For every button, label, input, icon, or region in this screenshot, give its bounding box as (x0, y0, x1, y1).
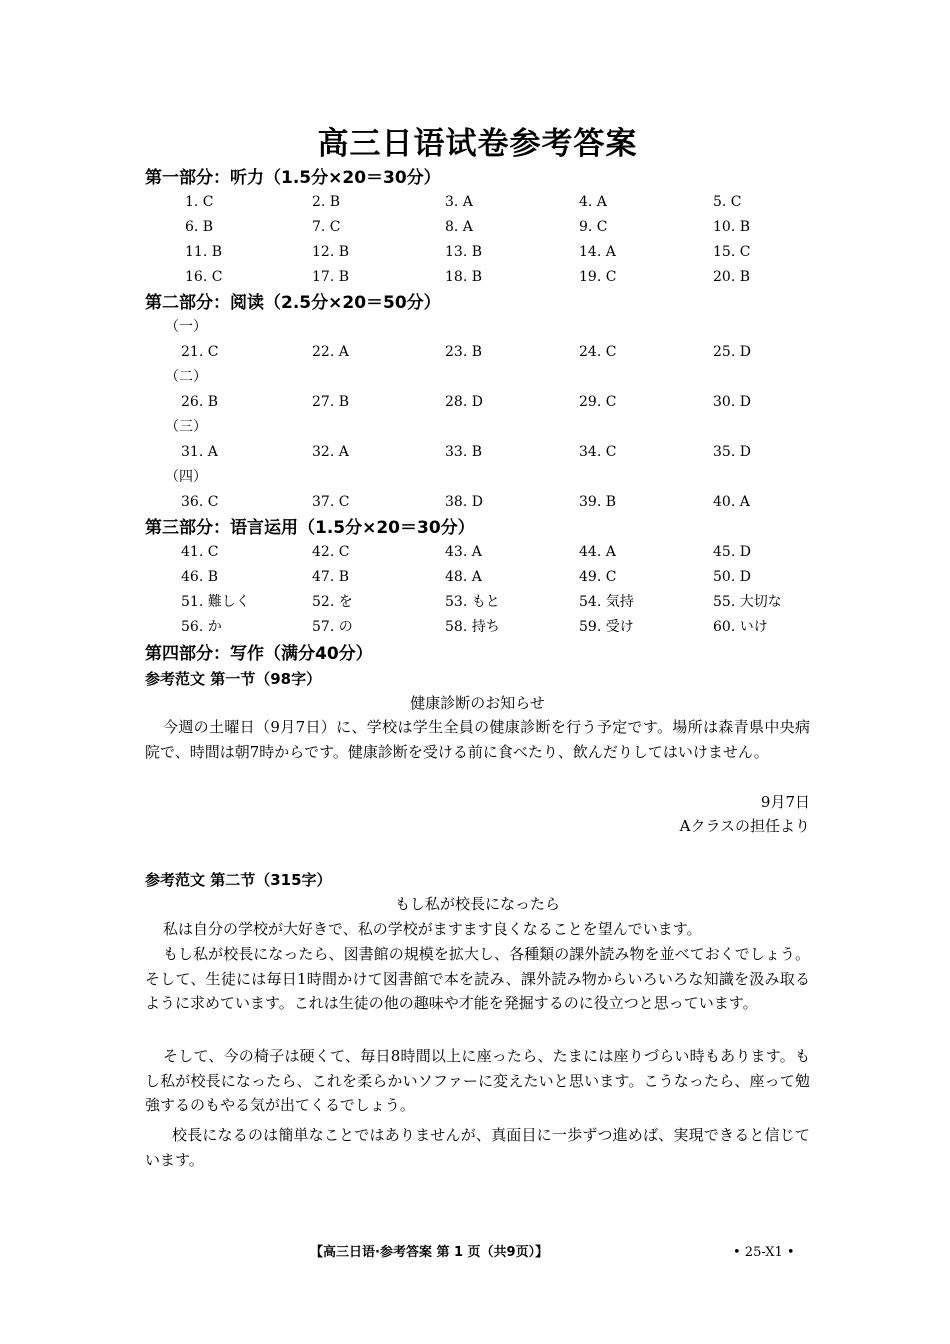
answer-item: 55. 大切な (713, 594, 782, 610)
answer-item: 59. 受け (579, 619, 634, 635)
answer-item: 54. 気持 (579, 594, 634, 610)
part1-heading: 第一部分：听力（1.5分×20＝30分） (145, 168, 441, 188)
page-title: 高三日语试卷参考答案 (317, 126, 638, 162)
answer-row (145, 340, 810, 365)
answer-item: 26. B (181, 394, 219, 410)
answer-item: 44. A (579, 544, 616, 560)
reading-group-label: （一） (165, 319, 207, 335)
answer-item: 12. B (312, 244, 350, 260)
answer-item: 15. C (713, 244, 751, 260)
answer-item: 49. C (579, 569, 617, 585)
answer-row (145, 240, 810, 265)
answer-item: 57. の (312, 619, 353, 635)
answer-item: 30. D (713, 394, 751, 410)
answer-row (145, 490, 810, 515)
answer-item: 9. C (579, 219, 608, 235)
answer-item: 52. を (312, 594, 353, 610)
answer-row (145, 540, 810, 565)
answer-item: 22. A (312, 344, 349, 360)
answer-item: 40. A (713, 494, 750, 510)
answer-item: 46. B (181, 569, 219, 585)
answer-item: 38. D (445, 494, 483, 510)
answer-item: 13. B (445, 244, 483, 260)
answer-item: 45. D (713, 544, 751, 560)
answer-item: 27. B (312, 394, 350, 410)
answer-item: 58. 持ち (445, 619, 500, 635)
answer-item: 11. B (185, 244, 223, 260)
answer-item: 32. A (312, 444, 349, 460)
answer-item: 17. B (312, 269, 350, 285)
answer-row (145, 390, 810, 415)
answer-row (145, 565, 810, 590)
answer-item: 39. B (579, 494, 617, 510)
part4-heading: 第四部分：写作（满分40分） (145, 644, 373, 664)
reading-group-label: （三） (165, 419, 207, 435)
answer-row (145, 590, 810, 615)
answer-item: 33. B (445, 444, 483, 460)
answer-item: 56. か (181, 619, 222, 635)
answer-item: 1. C (185, 194, 214, 210)
essay2-heading: 参考范文 第二节（315字） (145, 871, 332, 889)
answer-item: 3. A (445, 194, 473, 210)
answer-item: 48. A (445, 569, 482, 585)
answer-item: 31. A (181, 444, 218, 460)
answer-item: 2. B (312, 194, 341, 210)
answer-row (145, 265, 810, 290)
answer-item: 51. 難しく (181, 594, 250, 610)
essay1-signature: Aクラスの担任より (679, 817, 810, 835)
reading-group-label: （四） (165, 469, 207, 485)
essay2-paragraph: もし私が校長になったら、図書館の規模を拡大し、各種類の課外読み物を並べておくでしょう。そして、生徒には毎日1時間かけて図書館で本を読み、課外読み物からいろいろな知識を汲み取るように求めています。これは生徒の他の趣味や才能を発掘するのに役立つと思っています。 (145, 945, 810, 1012)
essay2-paragraph: 校長になるのは簡単なことではありませんが、真面目に一歩ずつ進めば、実現できると信じています。 (145, 1126, 810, 1169)
essay1-body: 今週の土曜日（9月7日）に、学校は学生全員の健康診断を行う予定です。場所は森青県中央病院で、時間は朝7時からです。健康診断を受ける前に食べたり、飲んだりしてはいけません。 (145, 718, 810, 761)
answer-item: 47. B (312, 569, 350, 585)
answer-row (145, 440, 810, 465)
footer-code: • 25-X1 • (733, 1245, 795, 1260)
answer-item: 18. B (445, 269, 483, 285)
essay1-heading: 参考范文 第一节（98字） (145, 670, 322, 688)
answer-item: 20. B (713, 269, 751, 285)
answer-item: 29. C (579, 394, 617, 410)
answer-item: 8. A (445, 219, 473, 235)
answer-item: 19. C (579, 269, 617, 285)
answer-item: 35. D (713, 444, 751, 460)
answer-item: 43. A (445, 544, 482, 560)
answer-item: 60. いけ (713, 619, 768, 635)
answer-row (145, 215, 810, 240)
answer-item: 50. D (713, 569, 751, 585)
answer-item: 16. C (185, 269, 223, 285)
answer-item: 14. A (579, 244, 616, 260)
answer-item: 23. B (445, 344, 483, 360)
essay2-title: もし私が校長になったら (394, 895, 560, 913)
answer-item: 34. C (579, 444, 617, 460)
answer-item: 25. D (713, 344, 751, 360)
answer-row (145, 615, 810, 640)
page-footer (0, 1242, 950, 1264)
part3-heading: 第三部分：语言运用（1.5分×20＝30分） (145, 518, 475, 538)
answer-item: 6. B (185, 219, 214, 235)
answer-item: 7. C (312, 219, 341, 235)
part2-heading: 第二部分：阅读（2.5分×20＝50分） (145, 293, 441, 313)
essay2-paragraph: 私は自分の学校が大好きで、私の学校がますます良くなることを望んでいます。 (163, 920, 702, 938)
footer-page-info: 【高三日语·参考答案 第 1 页（共9页）】 (310, 1245, 549, 1260)
answer-row (145, 190, 810, 215)
answer-item: 42. C (312, 544, 350, 560)
essay1-title: 健康診断のお知らせ (410, 694, 545, 712)
answer-item: 28. D (445, 394, 483, 410)
essay1-date: 9月7日 (760, 793, 810, 811)
essay2-paragraph: そして、今の椅子は硬くて、毎日8時間以上に座ったら、たまには座りづらい時もあります。もし私が校長になったら、これを柔らかいソファーに変えたいと思います。こうなったら、座って勉強するのもやる気が出てくるでしょう。 (145, 1047, 810, 1114)
answer-item: 36. C (181, 494, 219, 510)
reading-group-label: （二） (165, 369, 207, 385)
answer-item: 41. C (181, 544, 219, 560)
answer-item: 37. C (312, 494, 350, 510)
answer-item: 5. C (713, 194, 742, 210)
answer-item: 24. C (579, 344, 617, 360)
answer-item: 10. B (713, 219, 751, 235)
answer-item: 4. A (579, 194, 607, 210)
answer-item: 21. C (181, 344, 219, 360)
answer-item: 53. もと (445, 594, 500, 610)
